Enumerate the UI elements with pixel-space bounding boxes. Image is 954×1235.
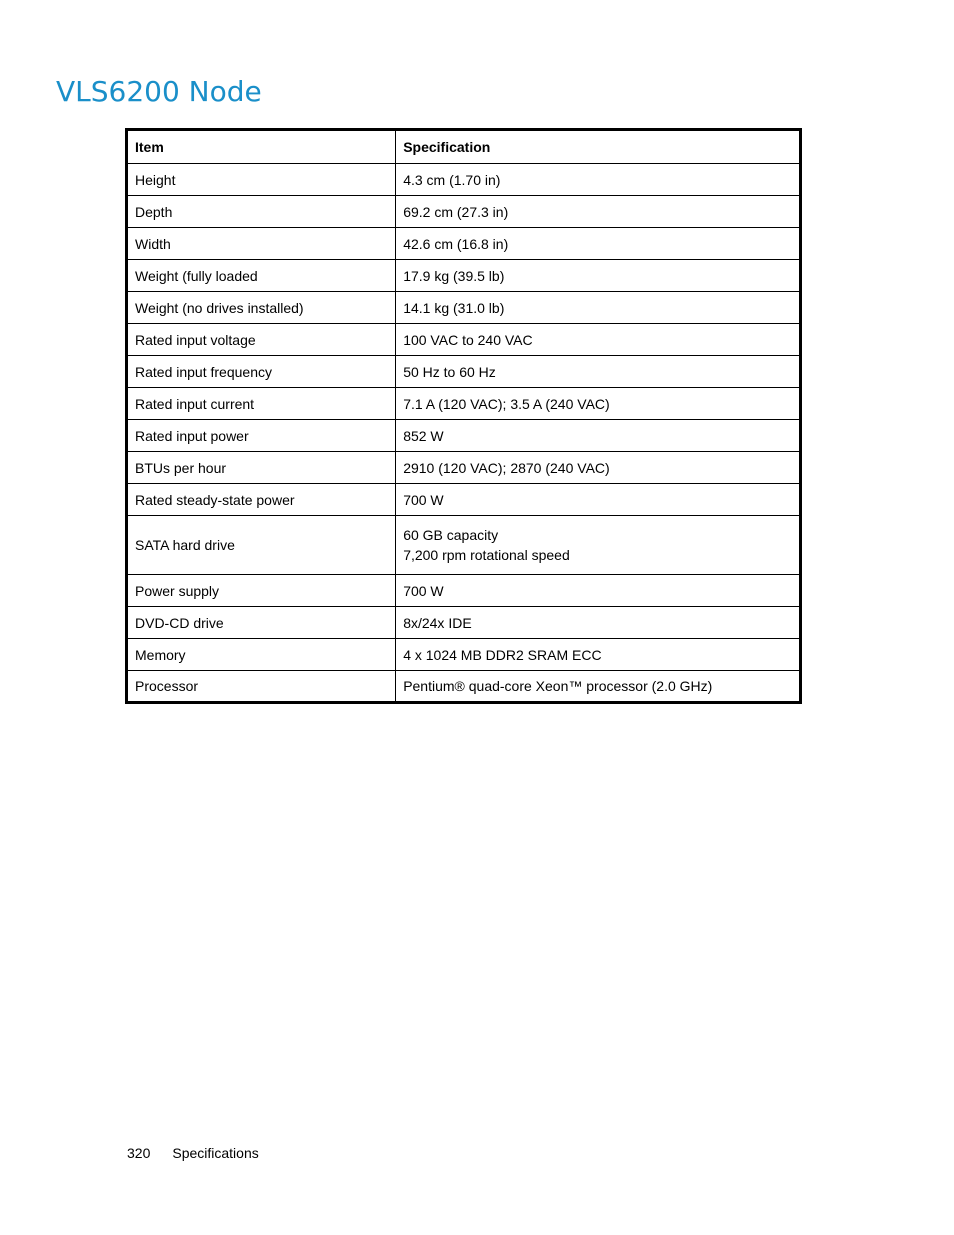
table-row bbox=[127, 639, 801, 671]
row-specification-value bbox=[396, 196, 801, 228]
row-item-label: Rated input power bbox=[127, 420, 396, 452]
page-title: VLS6200 Node bbox=[56, 75, 262, 108]
table-row bbox=[127, 196, 801, 228]
specification-line: 14.1 kg (31.0 lb) bbox=[403, 299, 505, 316]
footer-section-name: Specifications bbox=[172, 1145, 259, 1161]
table-body bbox=[127, 164, 801, 703]
column-header-item: Item bbox=[127, 130, 396, 164]
table-row bbox=[127, 356, 801, 388]
row-specification-value bbox=[396, 388, 801, 420]
specification-line: 700 W bbox=[403, 582, 444, 599]
row-item-label: SATA hard drive bbox=[127, 516, 396, 575]
specification-line: 42.6 cm (16.8 in) bbox=[403, 235, 509, 252]
row-specification-value bbox=[396, 671, 801, 703]
table-row bbox=[127, 324, 801, 356]
row-item-label: Processor bbox=[127, 671, 396, 703]
specification-table bbox=[125, 128, 802, 704]
specification-line: 60 GB capacity bbox=[403, 527, 499, 543]
row-specification-value bbox=[396, 639, 801, 671]
row-item-label: Rated input voltage bbox=[127, 324, 396, 356]
row-specification-value bbox=[396, 260, 801, 292]
specification-line: Pentium® quad-core Xeon™ processor (2.0 GHz) bbox=[403, 678, 713, 694]
row-specification-value bbox=[396, 420, 801, 452]
table-row bbox=[127, 164, 801, 196]
table-row bbox=[127, 388, 801, 420]
specification-line: 8x/24x IDE bbox=[403, 614, 472, 631]
row-specification-value bbox=[396, 356, 801, 388]
row-specification-value bbox=[396, 516, 801, 575]
row-item-label: Weight (fully loaded bbox=[127, 260, 396, 292]
row-item-label: Rated input frequency bbox=[127, 356, 396, 388]
row-specification-value bbox=[396, 452, 801, 484]
row-item-label: DVD-CD drive bbox=[127, 607, 396, 639]
row-item-label: Power supply bbox=[127, 575, 396, 607]
page-number: 320 bbox=[127, 1145, 151, 1161]
table-row bbox=[127, 420, 801, 452]
row-specification-value bbox=[396, 164, 801, 196]
specification-line: 100 VAC to 240 VAC bbox=[403, 331, 533, 348]
table-row bbox=[127, 292, 801, 324]
row-item-label: Width bbox=[127, 228, 396, 260]
row-specification-value bbox=[396, 228, 801, 260]
table-row bbox=[127, 671, 801, 703]
specification-line: 69.2 cm (27.3 in) bbox=[403, 203, 509, 220]
row-specification-value bbox=[396, 575, 801, 607]
table-row bbox=[127, 228, 801, 260]
row-item-label: Depth bbox=[127, 196, 396, 228]
table-row bbox=[127, 484, 801, 516]
specification-line: 7,200 rpm rotational speed bbox=[403, 547, 570, 563]
table-row bbox=[127, 452, 801, 484]
table-row bbox=[127, 575, 801, 607]
table-row bbox=[127, 260, 801, 292]
row-item-label: Rated input current bbox=[127, 388, 396, 420]
specification-line: 7.1 A (120 VAC); 3.5 A (240 VAC) bbox=[403, 395, 610, 412]
row-item-label: Memory bbox=[127, 639, 396, 671]
specification-line: 700 W bbox=[403, 491, 444, 508]
table-row bbox=[127, 607, 801, 639]
specification-line: 50 Hz to 60 Hz bbox=[403, 363, 496, 380]
row-specification-value bbox=[396, 292, 801, 324]
specification-line: 4.3 cm (1.70 in) bbox=[403, 171, 501, 188]
row-specification-value bbox=[396, 484, 801, 516]
row-specification-value bbox=[396, 324, 801, 356]
row-item-label: Weight (no drives installed) bbox=[127, 292, 396, 324]
column-header-specification: Specification bbox=[396, 130, 801, 164]
specification-line: 2910 (120 VAC); 2870 (240 VAC) bbox=[403, 459, 610, 476]
row-item-label: Height bbox=[127, 164, 396, 196]
table-row bbox=[127, 516, 801, 575]
row-item-label: BTUs per hour bbox=[127, 452, 396, 484]
table-header-row bbox=[127, 130, 801, 164]
specification-line: 852 W bbox=[403, 427, 444, 444]
page-footer bbox=[127, 1143, 259, 1163]
specification-line: 4 x 1024 MB DDR2 SRAM ECC bbox=[403, 646, 602, 663]
row-item-label: Rated steady-state power bbox=[127, 484, 396, 516]
row-specification-value bbox=[396, 607, 801, 639]
specification-line: 17.9 kg (39.5 lb) bbox=[403, 267, 505, 284]
